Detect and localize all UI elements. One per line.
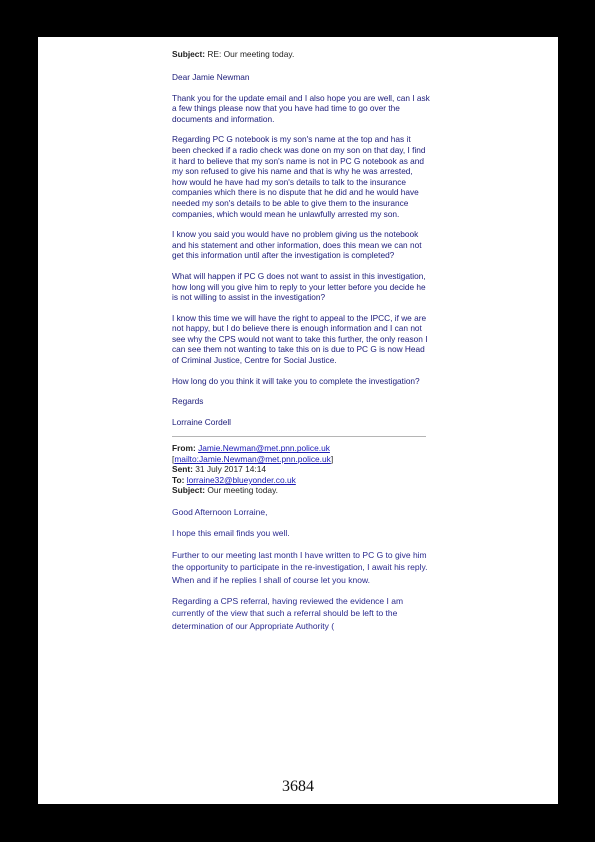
email-divider: [172, 436, 426, 437]
email-content: [172, 49, 430, 641]
reply-paragraph: I know this time we will have the right to appeal to the IPCC, if we are not happy, but I do believe there is enough information and I can not see why the CPS would not want to take this further, the only reason I can see them not wanting to take this on is due to PC G is now Head of Criminal Justice, Centre for Social Justice.: [172, 312, 428, 366]
page-number: 3684: [282, 778, 314, 795]
subject-label: Subject:: [172, 49, 206, 59]
mailto-line: [172, 454, 430, 465]
original-paragraph: I hope this email finds you well.: [172, 528, 290, 539]
from-line: [172, 443, 430, 454]
sent-label: Sent:: [172, 464, 193, 475]
reply-paragraph: Regarding PC G notebook is my son's name at the top and has it been checked if a radio check was done on my son on that day, I find it hard to believe that my son's name is not in PC G notebook as and my son refused to give his name and that is why he was arrested, how would he have had my son's details to talk to the insurance companies which there is no dispute that he did and he would have needed my son's details to be able to give them to the insurance companies, which would mean he unlawfully arrested my son.: [172, 134, 426, 219]
forwarded-subject-value: Our meeting today.: [207, 485, 278, 496]
reply-body: [172, 72, 430, 427]
reply-paragraph: What will happen if PC G does not want to assist in this investigation, how long will you give him to reply to your letter before you decide he is not willing to assist in the investigation?: [172, 270, 426, 303]
to-label: To:: [172, 474, 185, 485]
reply-paragraph: I know you said you would have no problem giving us the notebook and his statement and other information, does this mean we can not get this information until after the investigation is completed?: [172, 229, 422, 261]
sent-line: [172, 464, 430, 475]
from-email-link[interactable]: Jamie.Newman@met.pnn.police.uk: [198, 443, 330, 454]
mailto-open-bracket: [: [172, 453, 175, 464]
to-line: [172, 475, 430, 486]
forwarded-header: [172, 443, 430, 496]
mailto-link[interactable]: mailto:Jamie.Newman@met.pnn.police.uk: [174, 453, 331, 464]
reply-closing: Regards: [172, 396, 204, 407]
reply-signature: Lorraine Cordell: [172, 416, 232, 427]
forwarded-subject-label: Subject:: [172, 485, 206, 496]
document-page: [38, 37, 558, 804]
original-paragraph: Further to our meeting last month I have written to PC G to give him the opportunity to participate in the re-investigation, I await his reply. When and if he replies I shall of course let you know.: [172, 549, 428, 585]
original-paragraph: Regarding a CPS referral, having reviewed the evidence I am currently of the view that such a referral should be left to the determination of our Appropriate Authority (: [172, 595, 404, 631]
mailto-close-bracket: ]: [330, 453, 334, 464]
reply-paragraph: How long do you think it will take you to complete the investigation?: [172, 375, 420, 386]
to-email-link[interactable]: lorraine32@blueyonder.co.uk: [186, 474, 296, 485]
reply-subject: [172, 49, 430, 59]
subject-value: RE: Our meeting today.: [207, 49, 295, 59]
reply-paragraph: Thank you for the update email and I also hope you are well, can I ask a few things please now that you have had time to go over the documents and information.: [172, 92, 430, 124]
reply-greeting: Dear Jamie Newman: [172, 72, 250, 82]
from-label: From:: [172, 443, 196, 454]
original-body: [172, 506, 430, 632]
original-greeting: Good Afternoon Lorraine,: [172, 506, 268, 517]
forwarded-subject-line: [172, 485, 430, 496]
sent-value: 31 July 2017 14:14: [195, 464, 267, 475]
